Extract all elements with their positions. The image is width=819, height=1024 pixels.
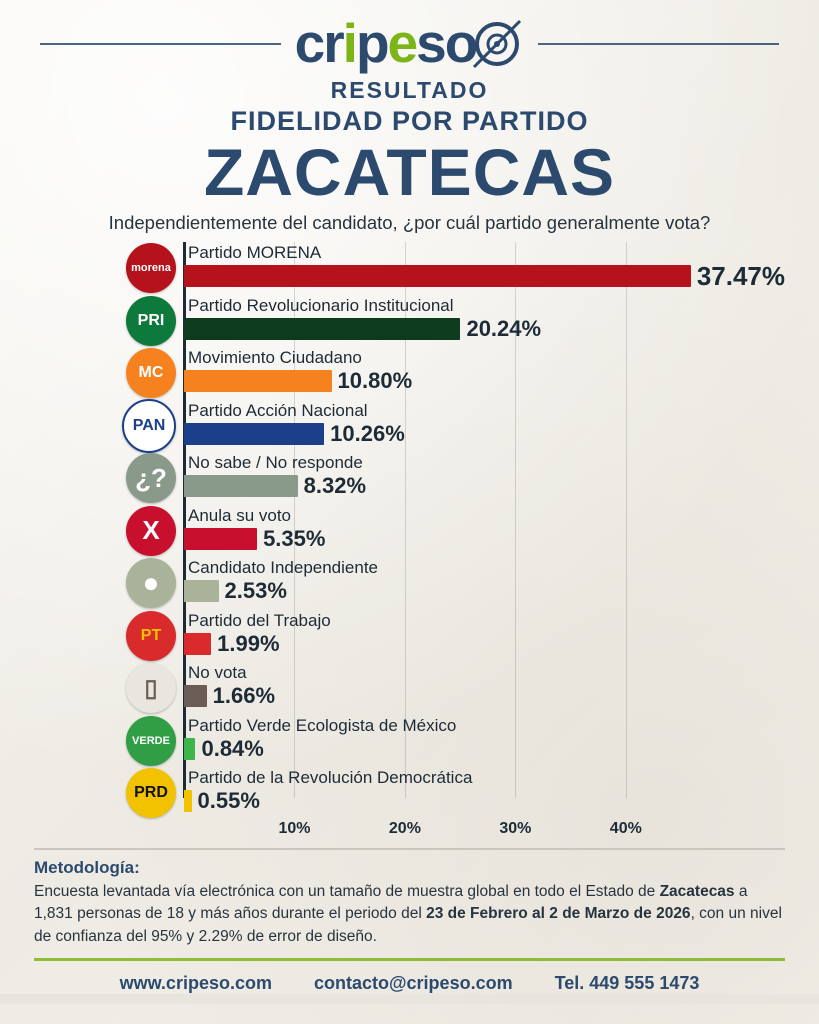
bar bbox=[184, 318, 460, 340]
bar-row bbox=[132, 400, 785, 453]
tick-label: 30% bbox=[499, 819, 532, 837]
bar-line bbox=[184, 475, 785, 497]
party-logo-cell bbox=[34, 347, 180, 399]
party-logo-cell bbox=[34, 662, 180, 714]
tick-label: 20% bbox=[388, 819, 421, 837]
logo-letter-s: s bbox=[416, 12, 445, 74]
axis-tick-labels bbox=[184, 820, 670, 842]
logo-letter-p: p bbox=[355, 12, 388, 74]
bar bbox=[184, 738, 195, 760]
party-logo-cell bbox=[34, 557, 180, 609]
logo-letter-o: o bbox=[444, 12, 477, 74]
footer-email[interactable]: contacto@cripeso.com bbox=[313, 973, 513, 994]
pvem-logo: VERDE bbox=[126, 716, 176, 766]
header-rule-right bbox=[538, 43, 779, 45]
party-label: Partido Acción Nacional bbox=[188, 400, 368, 420]
bar bbox=[184, 633, 211, 655]
candidato-independiente-icon: ● bbox=[126, 558, 176, 608]
bar-value-label: 5.35% bbox=[263, 525, 326, 551]
survey-question: Independientemente del candidato, ¿por cuál partido generalmente vota? bbox=[108, 212, 711, 234]
result-label: RESULTADO bbox=[330, 77, 489, 103]
party-logo-cell bbox=[34, 295, 180, 347]
bar-line bbox=[184, 370, 785, 392]
bar-value-label: 1.99% bbox=[217, 630, 280, 656]
morena-logo: morena bbox=[126, 243, 176, 293]
footer-website[interactable]: www.cripeso.com bbox=[119, 973, 272, 994]
bar-block bbox=[184, 505, 785, 550]
bar-value-label: 8.32% bbox=[303, 473, 367, 499]
party-logo-cell bbox=[34, 505, 180, 557]
pt-logo: PT bbox=[126, 611, 176, 661]
party-logo-cell bbox=[34, 400, 180, 452]
bar-block bbox=[184, 295, 785, 340]
bar-row bbox=[140, 610, 785, 663]
footer-divider bbox=[34, 958, 785, 961]
pan-logo: PAN bbox=[122, 399, 176, 453]
bar-row bbox=[138, 347, 785, 400]
methodology-text bbox=[34, 881, 785, 948]
state-title: ZACATECAS bbox=[203, 135, 616, 209]
methodology-highlight: 23 de Febrero al 2 de Marzo de 2026 bbox=[426, 905, 691, 923]
bar-row bbox=[135, 452, 785, 505]
party-label: No sabe / No responde bbox=[188, 453, 363, 473]
bar-line bbox=[184, 735, 785, 761]
header-rule-left bbox=[40, 43, 281, 45]
logo-letter-c: c bbox=[294, 12, 324, 74]
party-label: Partido de la Revolución Democrática bbox=[188, 768, 473, 788]
bar-value-label: 10.26% bbox=[330, 420, 405, 446]
party-label: Partido Verde Ecologista de México bbox=[188, 715, 457, 735]
bar-block bbox=[184, 242, 785, 291]
bar-block bbox=[184, 662, 785, 707]
methodology-fragment: Encuesta levantada vía electrónica con un tamaño de muestra global en todo el Estado de bbox=[34, 882, 660, 900]
party-logo-cell bbox=[34, 452, 180, 504]
subtitle-fidelidad: FIDELIDAD POR PARTIDO bbox=[230, 106, 589, 136]
bar bbox=[184, 475, 298, 497]
pri-logo: PRI bbox=[126, 296, 176, 346]
party-logo-cell bbox=[34, 715, 180, 767]
methodology-highlight: Zacatecas bbox=[659, 882, 735, 900]
methodology-title: Metodología: bbox=[34, 857, 140, 877]
party-label: No vota bbox=[188, 663, 247, 683]
bar bbox=[184, 265, 691, 287]
bar-line bbox=[184, 580, 785, 602]
party-label: Movimiento Ciudadano bbox=[188, 348, 362, 368]
party-logo-cell bbox=[34, 767, 180, 819]
bar-line bbox=[184, 525, 785, 551]
bar-chart bbox=[34, 242, 785, 842]
bar-row bbox=[142, 557, 785, 610]
bar-line bbox=[184, 260, 785, 291]
movimiento-ciudadano-logo: MC bbox=[126, 348, 176, 398]
party-label: Anula su voto bbox=[188, 505, 292, 525]
bar-block bbox=[184, 557, 785, 602]
bar-value-label: 2.53% bbox=[224, 578, 287, 604]
bar-value-label: 0.84% bbox=[201, 735, 264, 761]
prd-logo: PRD bbox=[126, 768, 176, 818]
bar-row bbox=[137, 295, 785, 348]
bar-row bbox=[132, 715, 785, 768]
bar bbox=[184, 580, 219, 602]
tick-label: 10% bbox=[278, 819, 311, 837]
bottom-strip bbox=[0, 994, 819, 1004]
party-label: Candidato Independiente bbox=[188, 558, 378, 578]
party-label: Partido del Trabajo bbox=[188, 610, 331, 630]
bar-block bbox=[184, 715, 785, 760]
bar-value-label: 1.66% bbox=[212, 683, 276, 709]
plot-area bbox=[34, 242, 785, 820]
footer-phone: Tel. 449 555 1473 bbox=[554, 973, 700, 994]
bar-row bbox=[131, 242, 785, 295]
bar-line bbox=[184, 420, 785, 446]
target-crosshair-icon bbox=[470, 17, 524, 71]
bar-line bbox=[184, 315, 785, 341]
methodology-fragment: a 1,831 personas de 18 y más años durante el periodo del bbox=[34, 882, 748, 923]
logo-letter-e: e bbox=[387, 12, 417, 74]
bar-value-label: 0.55% bbox=[197, 788, 260, 814]
bar-block bbox=[184, 767, 785, 812]
bar-line bbox=[184, 685, 785, 707]
party-label: Partido MORENA bbox=[188, 243, 322, 263]
bar-value-label: 10.80% bbox=[337, 368, 413, 394]
bar bbox=[184, 685, 207, 707]
bar-value-label: 20.24% bbox=[466, 315, 542, 341]
bar bbox=[184, 370, 332, 392]
bar bbox=[184, 423, 324, 445]
bar-rows bbox=[131, 242, 785, 820]
bar-block bbox=[184, 452, 785, 497]
brand-header bbox=[0, 0, 819, 75]
bar-value-label: 37.47% bbox=[696, 260, 785, 291]
cripeso-logo bbox=[294, 12, 525, 74]
no-sabe-no-responde-icon: ¿? bbox=[126, 453, 176, 503]
bar-line bbox=[184, 790, 785, 812]
bar-row bbox=[142, 505, 785, 558]
party-logo-cell bbox=[34, 242, 180, 294]
bar-block bbox=[184, 400, 785, 445]
bar-block bbox=[184, 610, 785, 655]
methodology-section bbox=[34, 848, 785, 948]
bar-line bbox=[184, 630, 785, 656]
party-logo-cell bbox=[34, 610, 180, 662]
methodology-fragment: , con un nivel de confianza del 95% y 2.29% de error de diseño. bbox=[34, 905, 782, 945]
bar-row bbox=[134, 767, 785, 820]
bar bbox=[184, 528, 257, 550]
party-label: Partido Revolucionario Institucional bbox=[188, 295, 454, 315]
bar-block bbox=[184, 347, 785, 392]
logo-letter-r: r bbox=[323, 12, 343, 74]
bar-row bbox=[144, 662, 785, 715]
anula-voto-icon: X bbox=[126, 506, 176, 556]
logo-letter-i: i bbox=[342, 12, 356, 74]
no-vota-icon: ▯ bbox=[126, 663, 176, 713]
bar bbox=[184, 790, 192, 812]
tick-label: 40% bbox=[609, 819, 642, 837]
